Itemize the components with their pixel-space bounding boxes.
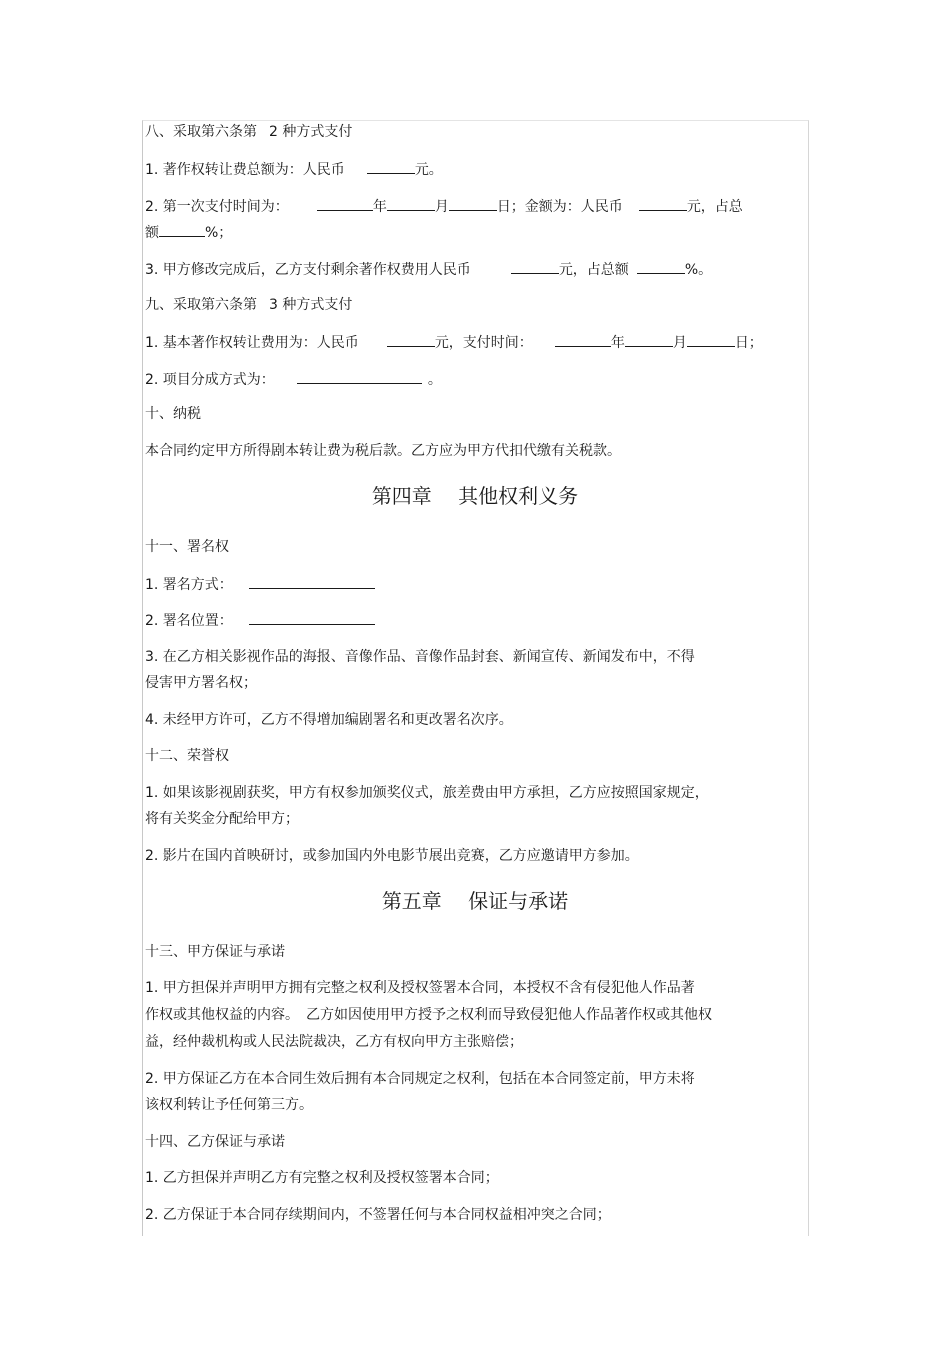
section-12-item-1-l1: 1. 如果该影视剧获奖，甲方有权参加颁奖仪式，旅差费由甲方承担，乙方应按照国家规定， (145, 785, 709, 801)
section-8-item-2-cont: 额 %； (145, 222, 232, 243)
amount-blank[interactable] (639, 196, 687, 211)
year-blank[interactable] (555, 332, 611, 347)
section-12-item-1-l2: 将有关奖金分配给甲方； (145, 811, 299, 827)
signature-method-blank[interactable] (249, 574, 375, 589)
amount-blank[interactable] (367, 159, 415, 174)
day-blank[interactable] (449, 196, 497, 211)
section-14-item-2: 2. 乙方保证于本合同存续期间内，不签署任何与本合同权益相冲突之合同； (145, 1207, 611, 1223)
amount-blank[interactable] (387, 332, 435, 347)
section-13-item-1-l2: 作权或其他权益的内容。 乙方如因使用甲方授予之权利而导致侵犯他人作品著作权或其他权 (145, 1007, 712, 1023)
section-10-title: 十、纳税 (145, 406, 201, 422)
section-11-item-1: 1. 署名方式： (145, 574, 375, 595)
section-11-title: 十一、署名权 (145, 539, 229, 555)
section-13-title: 十三、甲方保证与承诺 (145, 944, 285, 960)
percent-blank[interactable] (159, 222, 205, 237)
profit-share-blank[interactable] (297, 369, 422, 384)
chapter-5-heading: 第五章 保证与承诺 (381, 889, 569, 913)
section-10-text: 本合同约定甲方所得剧本转让费为税后款。乙方应为甲方代扣代缴有关税款。 (145, 443, 621, 459)
section-11-item-3-l1: 3. 在乙方相关影视作品的海报、音像作品、音像作品封套、新闻宣传、新闻发布中，不得 (145, 649, 695, 665)
day-blank[interactable] (687, 332, 735, 347)
section-11-item-2: 2. 署名位置： (145, 610, 375, 631)
amount-blank[interactable] (511, 259, 559, 274)
section-13-item-1-l1: 1. 甲方担保并声明甲方拥有完整之权利及授权签署本合同，本授权不含有侵犯他人作品著 (145, 980, 695, 996)
section-11-item-3-l2: 侵害甲方署名权； (145, 675, 257, 691)
month-blank[interactable] (387, 196, 435, 211)
section-13-item-1-l3: 益，经仲裁机构或人民法院裁决，乙方有权向甲方主张赔偿； (145, 1034, 523, 1050)
section-8-item-1: 1. 著作权转让费总额为：人民币 元。 (145, 159, 443, 180)
section-11-item-4: 4. 未经甲方许可，乙方不得增加编剧署名和更改署名次序。 (145, 712, 513, 728)
section-8-item-2: 2. 第一次支付时间为： 年 月 日；金额为：人民币 元，占总 (145, 196, 743, 217)
section-14-title: 十四、乙方保证与承诺 (145, 1134, 285, 1150)
section-12-title: 十二、荣誉权 (145, 748, 229, 764)
section-8-item-3: 3. 甲方修改完成后，乙方支付剩余著作权费用人民币 元，占总额 %。 (145, 259, 712, 280)
section-9-item-1: 1. 基本著作权转让费用为：人民币 元，支付时间： 年 月 日； (145, 332, 763, 353)
section-14-item-1: 1. 乙方担保并声明乙方有完整之权利及授权签署本合同； (145, 1170, 499, 1186)
section-8-title: 八、采取第六条第 2 种方式支付 (145, 124, 353, 140)
signature-position-blank[interactable] (249, 610, 375, 625)
section-9-item-2: 2. 项目分成方式为： 。 (145, 369, 442, 390)
chapter-4-heading: 第四章 其他权利义务 (371, 484, 579, 508)
section-9-title: 九、采取第六条第 3 种方式支付 (145, 297, 353, 313)
section-13-item-2-l2: 该权利转让予任何第三方。 (145, 1097, 313, 1113)
percent-blank[interactable] (637, 259, 685, 274)
month-blank[interactable] (625, 332, 673, 347)
section-12-item-2: 2. 影片在国内首映研讨，或参加国内外电影节展出竞赛，乙方应邀请甲方参加。 (145, 848, 639, 864)
section-13-item-2-l1: 2. 甲方保证乙方在本合同生效后拥有本合同规定之权利，包括在本合同签定前，甲方未将 (145, 1071, 695, 1087)
year-blank[interactable] (317, 196, 373, 211)
